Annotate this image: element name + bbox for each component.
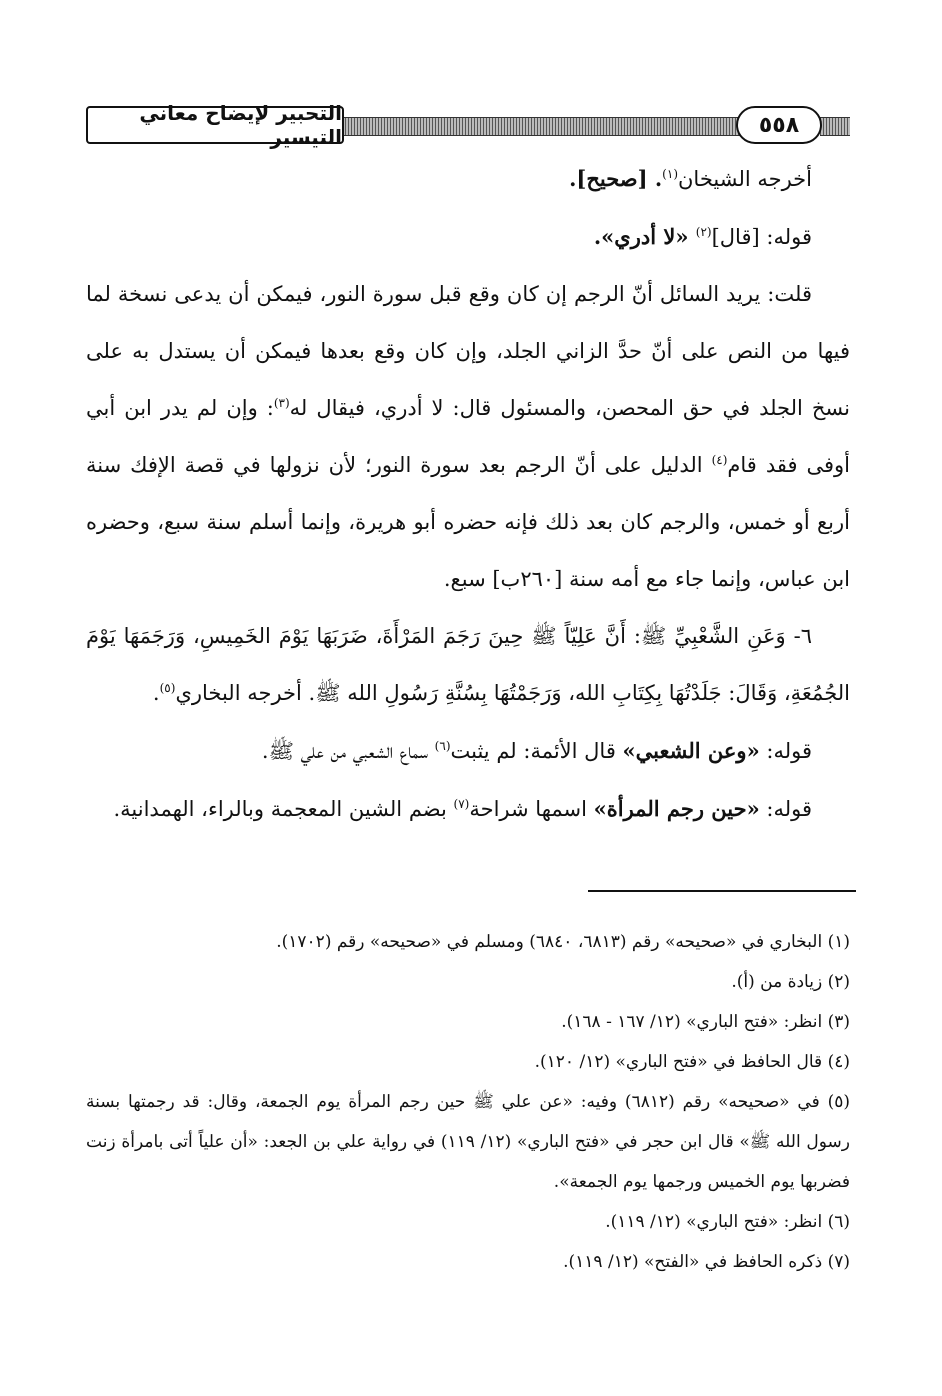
footnote-7: (٧) ذكره الحافظ في «الفتح» (١٢/ ١١٩). — [563, 1252, 850, 1272]
footnote-6: (٦) انظر: «فتح الباري» (١٢/ ١١٩). — [605, 1212, 850, 1232]
footnote-3: (٣) انظر: «فتح الباري» (١٢/ ١٦٧ - ١٦٨). — [561, 1012, 850, 1032]
footnote-4: (٤) قال الحافظ في «فتح الباري» (١٢/ ١٢٠). — [534, 1052, 850, 1072]
paragraph-takhrij: أخرجه الشيخان$^{(١)}$. [صحيح]. — [569, 166, 812, 191]
footnote-ref: (١) — [662, 167, 678, 181]
book-title: التحبير لإيضاح معاني التيسير — [86, 106, 344, 144]
page-number: ٥٥٨ — [736, 106, 822, 144]
footnotes — [86, 922, 850, 1282]
footnote-ref: (٧) — [453, 797, 470, 811]
footnote-ref: (٣) — [273, 396, 290, 410]
footnote-1: (١) البخاري في «صحيحه» رقم (٦٨١٣، ٦٨٤٠) ومسلم في «صحيحه» رقم (١٧٠٢). — [276, 932, 850, 952]
paragraph-qawluhu-shabi: قوله: «وعن الشعبي» قال الأئمة: لم يثبت$^{(٦)}$ سماع الشعبي من علي ﷺ. — [261, 738, 812, 763]
footnote-ref: (٥) — [159, 681, 176, 695]
footnote-ref: (٦) — [434, 739, 451, 753]
footnote-ref: (٢) — [695, 225, 712, 239]
page-header — [86, 101, 850, 149]
header-decorative-band-end — [820, 117, 850, 136]
main-text — [86, 150, 850, 838]
footnote-separator — [588, 890, 856, 892]
footnote-2: (٢) زيادة من (أ). — [731, 972, 850, 992]
footnote-5: (٥) في «صحيحه» رقم (٦٨١٢) وفيه: «عن علي ﷺ حين رجم المرأة يوم الجمعة، وقال: قد رجمتها بسنة رسول الله ﷺ» قال ابن حجر في «فتح الباري» (١٢/ ١١٩) في رواية علي بن الجعد: «أن علياً أتى بامرأة زنت فضربها يوم الخميس ورجمها يوم الجمعة». — [86, 1092, 850, 1192]
paragraph-qawluhu-hina-rajam: قوله: «حين رجم المرأة» اسمها شراحة$^{(٧)}$ بضم الشين المعجمة وبالراء، الهمدانية. — [113, 796, 812, 821]
paragraph-commentary: قلت: يريد السائل أنّ الرجم إن كان وقع قبل سورة النور، فيمكن أن يدعى نسخة لما فيها من النص على أنّ حدَّ الزاني الجلد، وإن كان وقع بعدها فيمكن أن يستدل به على نسخ الجلد في حق المحصن، والمسئول قال: لا أدري، فيقال له$^{(٣)}$: وإن لم يدر ابن أبي أوفى فقد قام$^{(٤)}$ الدليل على أنّ الرجم بعد سورة النور؛ لأن نزولها في قصة الإفك سنة أربع أو خمس، والرجم كان بعد ذلك فإنه حضره أبو هريرة، وإنما أسلم سنة سبع، وحضره ابن عباس، وإنما جاء مع أمه سنة [٢٦٠ب] سبع. — [86, 282, 850, 591]
paragraph-qawluhu-la-adri: قوله: [قال]$^{(٢)}$ «لا أدري». — [593, 224, 812, 249]
footnote-ref: (٤) — [711, 453, 728, 467]
header-decorative-band — [336, 117, 750, 136]
paragraph-hadith: ٦- وَعَنِ الشَّعْبِيِّ ﷺ: أَنَّ عَلِيّاً ﷺ حِينَ رَجَمَ المَرْأَةَ، ضَرَبَهَا يَوْمَ الخَمِيسِ، وَرَجَمَهَا يَوْمَ الجُمُعَةِ، وَقَالَ: جَلَدْتُهَا بِكِتَابِ الله، وَرَجَمْتُهَا بِسُنَّةِ رَسُولِ الله ﷺ. أخرجه البخاري$^{(٥)}$. — [86, 624, 850, 705]
